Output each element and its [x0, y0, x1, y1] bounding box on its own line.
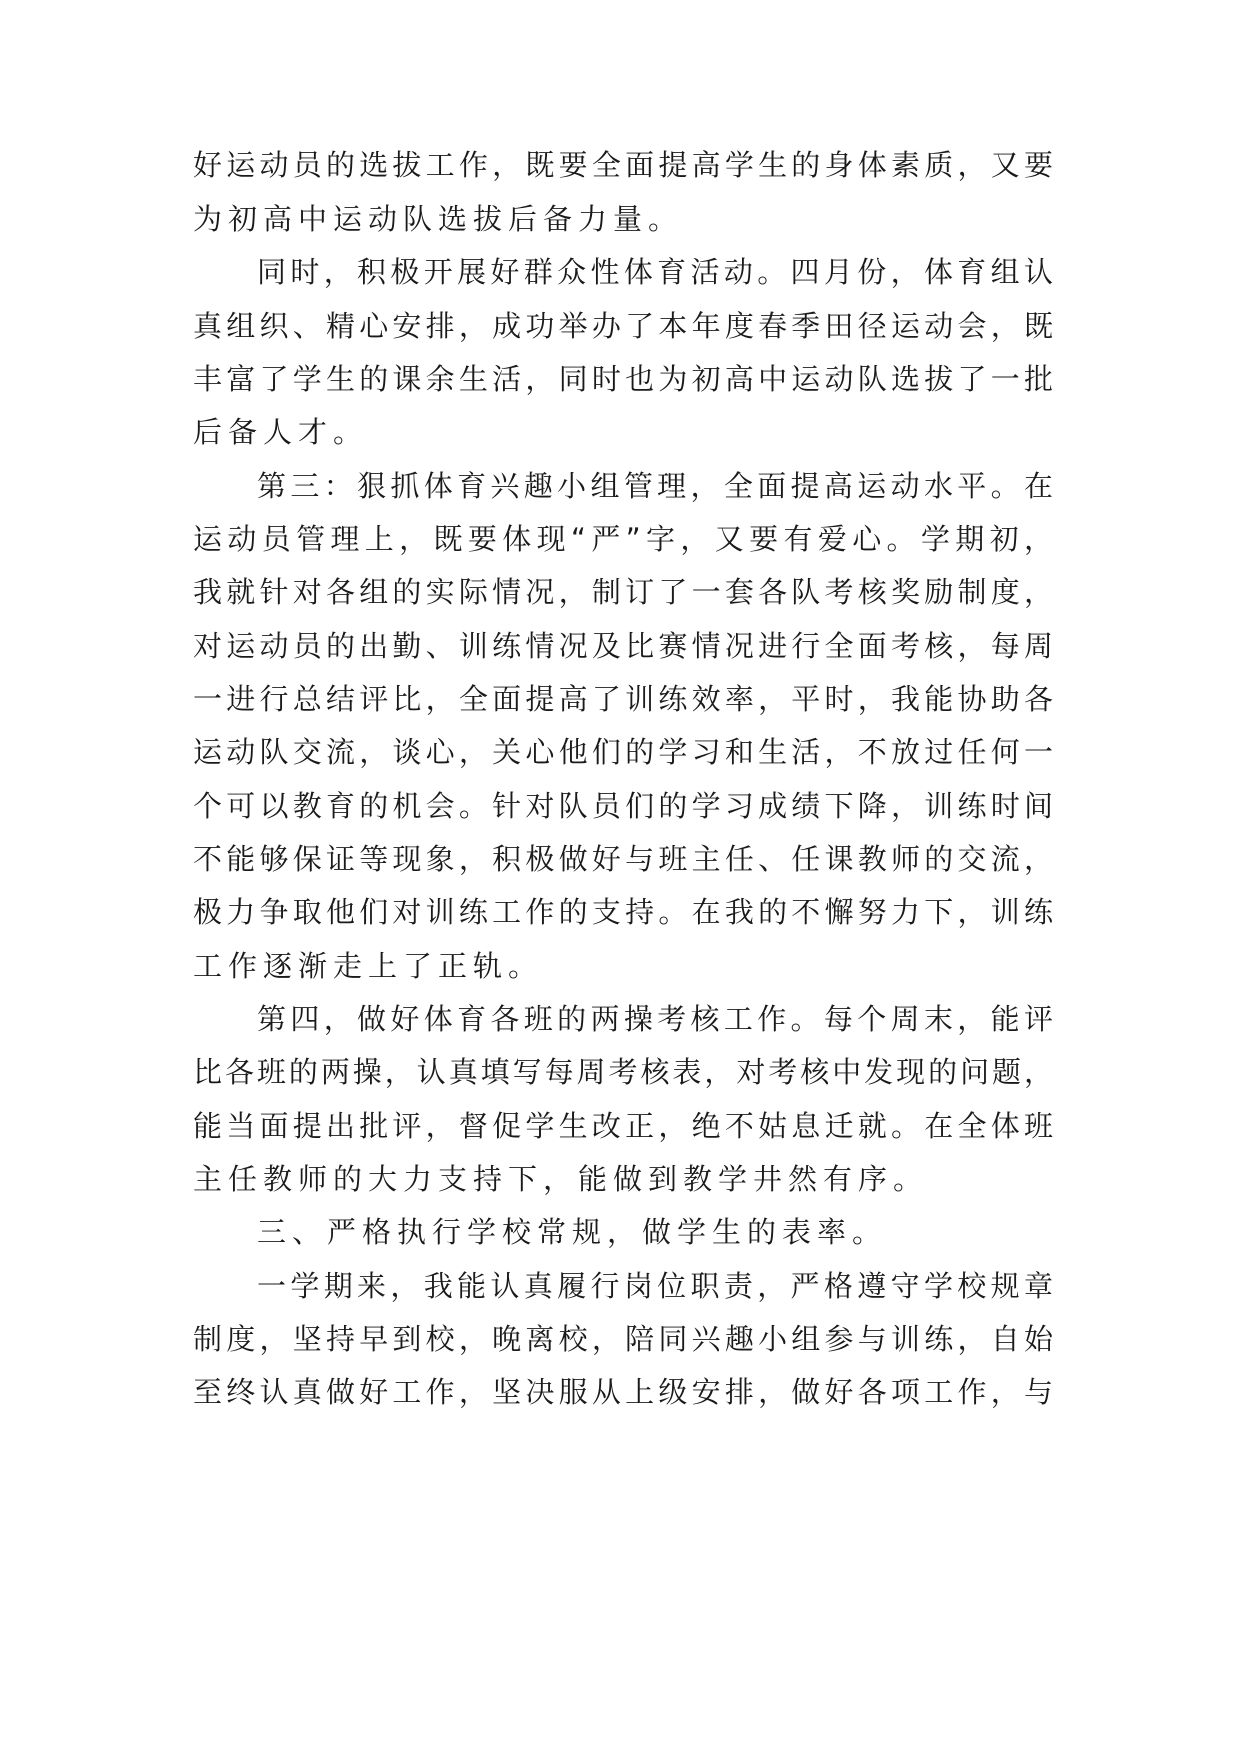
text-line: 比各班的两操，认真填写每周考核表，对考核中发现的问题，: [193, 1055, 1053, 1089]
text-line: 真组织、精心安排，成功举办了本年度春季田径运动会，既: [193, 309, 1053, 343]
text-line: 后备人才。: [193, 415, 369, 449]
text-line: 我就针对各组的实际情况，制订了一套各队考核奖励制度，: [193, 575, 1053, 609]
paragraph-first-line: 同时，积极开展好群众性体育活动。四月份，体育组认: [257, 255, 1053, 289]
text-line: 运动员管理上，既要体现“严”字，又要有爱心。学期初，: [193, 522, 1053, 556]
text-line: 工作逐渐走上了正轨。: [193, 949, 544, 983]
text-line: 能当面提出批评，督促学生改正，绝不姑息迁就。在全体班: [193, 1109, 1053, 1143]
text-line: 对运动员的出勤、训练情况及比赛情况进行全面考核，每周: [193, 629, 1053, 663]
text-line: 制度，坚持早到校，晚离校，陪同兴趣小组参与训练，自始: [193, 1322, 1053, 1356]
text-line: 一进行总结评比，全面提高了训练效率，平时，我能协助各: [193, 682, 1053, 716]
text-line: 为初高中运动队选拔后备力量。: [193, 202, 684, 236]
text-line: 至终认真做好工作，坚决服从上级安排，做好各项工作，与: [193, 1375, 1053, 1409]
paragraph-first-line: 第四，做好体育各班的两操考核工作。每个周末，能评: [257, 1002, 1053, 1036]
text-line: 不能够保证等现象，积极做好与班主任、任课教师的交流，: [193, 842, 1053, 876]
section-heading: 三、严格执行学校常规，做学生的表率。: [257, 1215, 888, 1249]
text-line: 极力争取他们对训练工作的支持。在我的不懈努力下，训练: [193, 895, 1053, 929]
text-line: 主任教师的大力支持下，能做到教学井然有序。: [193, 1162, 929, 1196]
paragraph-first-line: 一学期来，我能认真履行岗位职责，严格遵守学校规章: [257, 1269, 1053, 1303]
text-line: 丰富了学生的课余生活，同时也为初高中运动队选拔了一批: [193, 362, 1053, 396]
text-line: 运动队交流，谈心，关心他们的学习和生活，不放过任何一: [193, 735, 1053, 769]
text-line: 个可以教育的机会。针对队员们的学习成绩下降，训练时间: [193, 789, 1053, 823]
paragraph-first-line: 第三：狠抓体育兴趣小组管理，全面提高运动水平。在: [257, 469, 1053, 503]
text-line: 好运动员的选拔工作，既要全面提高学生的身体素质，又要: [193, 148, 1053, 182]
